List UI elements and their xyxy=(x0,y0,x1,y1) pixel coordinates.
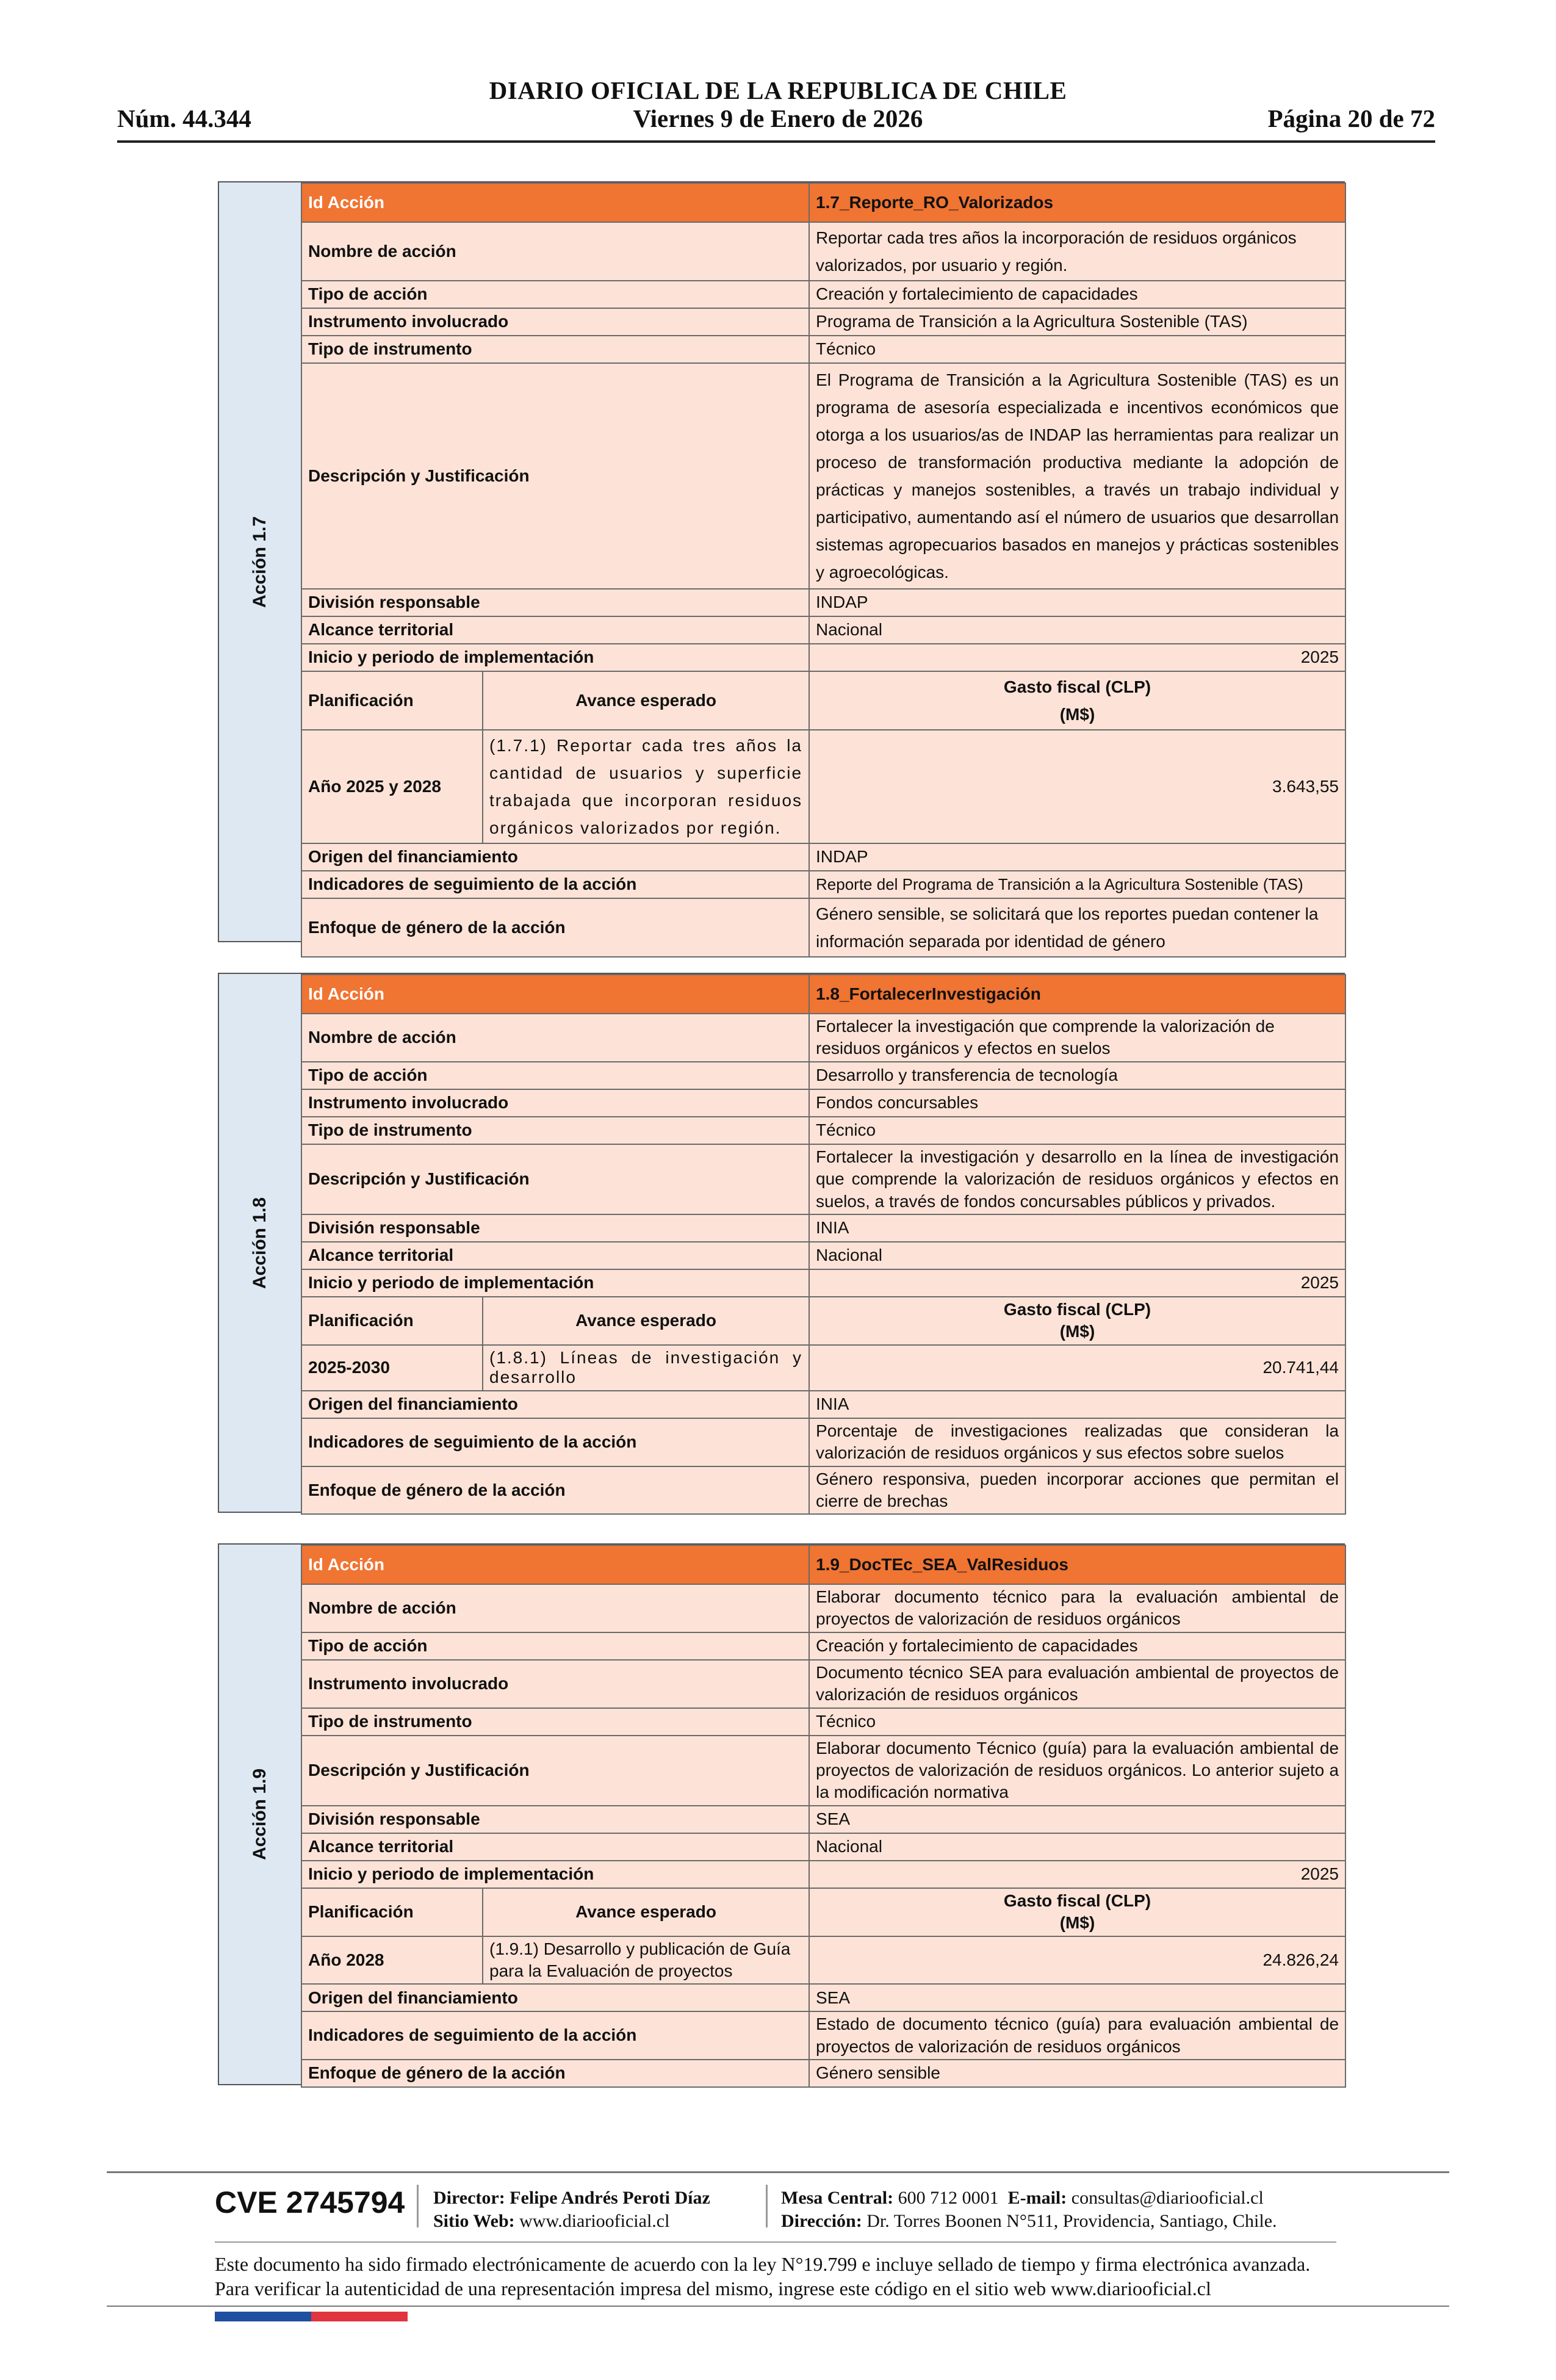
descripcion-label: Descripción y Justificación xyxy=(301,1144,809,1214)
inicio-label: Inicio y periodo de implementación xyxy=(301,644,809,671)
newspaper-title: DIARIO OFICIAL DE LA REPUBLICA DE CHILE xyxy=(489,76,1067,104)
action-sidebar-label: Acción 1.7 xyxy=(250,516,270,608)
tipo-accion-label: Tipo de acción xyxy=(301,281,809,308)
indicadores-label: Indicadores de seguimiento de la acción xyxy=(301,871,809,898)
action-sidebar xyxy=(219,182,302,941)
nombre-label: Nombre de acción xyxy=(301,222,809,281)
planificacion-label: Planificación xyxy=(301,1888,483,1936)
division-value: INIA xyxy=(809,1214,1345,1242)
table-row xyxy=(301,730,1345,843)
table-row xyxy=(301,1736,1345,1806)
enfoque-label: Enfoque de género de la acción xyxy=(301,1466,809,1515)
gasto-header xyxy=(809,671,1345,730)
alcance-value: Nacional xyxy=(809,1242,1345,1269)
footer-divider xyxy=(215,2241,1336,2243)
instrumento-label: Instrumento involucrado xyxy=(301,1089,809,1117)
table-row xyxy=(301,898,1345,957)
tipo-instrumento-value: Técnico xyxy=(809,336,1345,363)
nombre-value: Fortalecer la investigación que comprende la valorización de residuos orgánicos y efectos en suelos xyxy=(809,1014,1345,1062)
enfoque-value: Género sensible, se solicitará que los reportes puedan contener la información separada por identidad de género xyxy=(809,898,1345,957)
tipo-instrumento-value: Técnico xyxy=(809,1117,1345,1144)
table-row xyxy=(301,1269,1345,1297)
action-table xyxy=(301,1545,1346,2088)
id-label: Id Acción xyxy=(301,183,809,222)
footer-director-block xyxy=(433,2187,710,2233)
table-row xyxy=(301,1660,1345,1708)
table-row xyxy=(301,1089,1345,1117)
director-label: Director: xyxy=(433,2188,505,2208)
division-label: División responsable xyxy=(301,589,809,616)
division-value: SEA xyxy=(809,1806,1345,1833)
descripcion-value: Fortalecer la investigación y desarrollo en la línea de investigación que comprende la valorización de residuos orgánicos y efectos en suelos, a través de fondos concursables públicos y privados. xyxy=(809,1144,1345,1214)
tipo-accion-value: Creación y fortalecimiento de capacidades xyxy=(809,1632,1345,1660)
director-name: Felipe Andrés Peroti Díaz xyxy=(510,2188,710,2208)
email-link[interactable]: consultas@diariooficial.cl xyxy=(1071,2188,1264,2208)
plan-periodo: Año 2025 y 2028 xyxy=(301,730,483,843)
avance-label: Avance esperado xyxy=(483,1297,809,1345)
instrumento-value: Programa de Transición a la Agricultura Sostenible (TAS) xyxy=(809,308,1345,336)
enfoque-value: Género responsiva, pueden incorporar acciones que permitan el cierre de brechas xyxy=(809,1466,1345,1515)
cve-code: CVE 2745794 xyxy=(215,2185,405,2220)
alcance-value: Nacional xyxy=(809,1833,1345,1861)
table-row xyxy=(301,281,1345,308)
enfoque-value: Género sensible xyxy=(809,2060,1345,2087)
plan-periodo: Año 2028 xyxy=(301,1936,483,1985)
descripcion-label: Descripción y Justificación xyxy=(301,363,809,589)
id-value: 1.8_FortalecerInvestigación xyxy=(809,975,1345,1014)
web-label: Sitio Web: xyxy=(433,2211,515,2231)
table-row xyxy=(301,616,1345,644)
gasto-value: 20.741,44 xyxy=(809,1345,1345,1391)
nombre-label: Nombre de acción xyxy=(301,1584,809,1632)
table-row xyxy=(301,1345,1345,1391)
table-row xyxy=(301,222,1345,281)
descripcion-value: Elaborar documento Técnico (guía) para la evaluación ambiental de proyectos de valorización de residuos orgánicos. Lo anterior sujeto a la modificación normativa xyxy=(809,1736,1345,1806)
id-label: Id Acción xyxy=(301,1545,809,1584)
avance-label: Avance esperado xyxy=(483,1888,809,1936)
alcance-value: Nacional xyxy=(809,616,1345,644)
action-sidebar xyxy=(219,1545,302,2084)
table-row xyxy=(301,1833,1345,1861)
footer-separator xyxy=(417,2185,419,2227)
table-row xyxy=(301,589,1345,616)
inicio-value: 2025 xyxy=(809,1861,1345,1888)
inicio-value: 2025 xyxy=(809,644,1345,671)
gasto-unit: (M$) xyxy=(1059,1322,1095,1341)
division-label: División responsable xyxy=(301,1214,809,1242)
table-row xyxy=(301,1632,1345,1660)
planificacion-label: Planificación xyxy=(301,671,483,730)
indicadores-label: Indicadores de seguimiento de la acción xyxy=(301,2011,809,2060)
table-row xyxy=(301,308,1345,336)
instrumento-label: Instrumento involucrado xyxy=(301,308,809,336)
table-row xyxy=(301,183,1345,222)
inicio-label: Inicio y periodo de implementación xyxy=(301,1861,809,1888)
origen-value: INDAP xyxy=(809,843,1345,871)
id-value: 1.7_Reporte_RO_Valorizados xyxy=(809,183,1345,222)
gasto-value: 3.643,55 xyxy=(809,730,1345,843)
gasto-header xyxy=(809,1888,1345,1936)
action-table xyxy=(301,974,1346,1515)
action-block-1-9 xyxy=(218,1543,1345,2085)
alcance-label: Alcance territorial xyxy=(301,616,809,644)
id-value: 1.9_DocTEc_SEA_ValResiduos xyxy=(809,1545,1345,1584)
gasto-header xyxy=(809,1297,1345,1345)
instrumento-value: Fondos concursables xyxy=(809,1089,1345,1117)
indicadores-label: Indicadores de seguimiento de la acción xyxy=(301,1418,809,1466)
plan-periodo: 2025-2030 xyxy=(301,1345,483,1391)
instrumento-value: Documento técnico SEA para evaluación ambiental de proyectos de valorización de residuos orgánicos xyxy=(809,1660,1345,1708)
table-row xyxy=(301,644,1345,671)
table-row xyxy=(301,1014,1345,1062)
flag-stripe-red xyxy=(311,2312,408,2321)
descripcion-value: El Programa de Transición a la Agricultura Sostenible (TAS) es un programa de asesoría especializada e incentivos económicos que otorga a los usuarios/as de INDAP las herramientas para realizar un proceso de transformación productiva mediante la adopción de prácticas y manejos sostenibles, a través un trabajo individual y participativo, aumentando así el número de usuarios que desarrollan sistemas agropecuarios basados en manejos y prácticas sostenibles y agroecológicas. xyxy=(809,363,1345,589)
table-row xyxy=(301,671,1345,730)
origen-label: Origen del financiamiento xyxy=(301,1984,809,2011)
mesa-label: Mesa Central: xyxy=(781,2188,894,2208)
id-label: Id Acción xyxy=(301,975,809,1014)
action-sidebar xyxy=(219,974,302,1512)
nombre-value: Elaborar documento técnico para la evaluación ambiental de proyectos de valorización de residuos orgánicos xyxy=(809,1584,1345,1632)
nombre-label: Nombre de acción xyxy=(301,1014,809,1062)
division-value: INDAP xyxy=(809,589,1345,616)
enfoque-label: Enfoque de género de la acción xyxy=(301,898,809,957)
tipo-instrumento-label: Tipo de instrumento xyxy=(301,1117,809,1144)
gasto-unit: (M$) xyxy=(1059,705,1095,724)
table-row xyxy=(301,843,1345,871)
origen-value: SEA xyxy=(809,1984,1345,2011)
table-row xyxy=(301,2060,1345,2087)
page-number: Página 20 de 72 xyxy=(1267,104,1435,132)
table-row xyxy=(301,336,1345,363)
table-row xyxy=(301,1297,1345,1345)
action-table xyxy=(301,182,1346,957)
mesa-phone: 600 712 0001 xyxy=(898,2188,999,2208)
tipo-instrumento-label: Tipo de instrumento xyxy=(301,336,809,363)
header-divider xyxy=(117,140,1435,143)
enfoque-label: Enfoque de género de la acción xyxy=(301,2060,809,2087)
action-sidebar-label: Acción 1.8 xyxy=(250,1197,270,1289)
table-row xyxy=(301,1117,1345,1144)
indicadores-value: Estado de documento técnico (guía) para evaluación ambiental de proyectos de valorización de residuos orgánicos xyxy=(809,2011,1345,2060)
table-row xyxy=(301,1888,1345,1936)
table-row xyxy=(301,1391,1345,1418)
table-row xyxy=(301,1861,1345,1888)
alcance-label: Alcance territorial xyxy=(301,1833,809,1861)
action-block-1-7 xyxy=(218,181,1345,951)
table-row xyxy=(301,1584,1345,1632)
footer-contact-block xyxy=(781,2187,1277,2233)
indicadores-value: Reporte del Programa de Transición a la Agricultura Sostenible (TAS) xyxy=(809,871,1345,898)
table-row xyxy=(301,871,1345,898)
tipo-accion-label: Tipo de acción xyxy=(301,1632,809,1660)
table-row xyxy=(301,1708,1345,1736)
table-row xyxy=(301,1936,1345,1985)
direccion-label: Dirección: xyxy=(781,2211,862,2231)
table-row xyxy=(301,363,1345,589)
planificacion-label: Planificación xyxy=(301,1297,483,1345)
table-row xyxy=(301,1466,1345,1515)
descripcion-label: Descripción y Justificación xyxy=(301,1736,809,1806)
table-row xyxy=(301,1806,1345,1833)
table-row xyxy=(301,1984,1345,2011)
footer-separator xyxy=(766,2185,768,2227)
action-block-1-8 xyxy=(218,973,1345,1513)
tipo-accion-value: Creación y fortalecimiento de capacidades xyxy=(809,281,1345,308)
avance-value: (1.9.1) Desarrollo y publicación de Guía para la Evaluación de proyectos xyxy=(483,1936,809,1985)
flag-stripe-blue xyxy=(215,2312,311,2321)
gasto-unit: (M$) xyxy=(1059,1913,1095,1933)
gasto-label: Gasto fiscal (CLP) xyxy=(1003,1891,1151,1910)
avance-value: (1.8.1) Líneas de investigación y desarrollo xyxy=(483,1345,809,1391)
issue-date: Viernes 9 de Enero de 2026 xyxy=(633,104,923,132)
table-row xyxy=(301,1418,1345,1466)
division-label: División responsable xyxy=(301,1806,809,1833)
avance-label: Avance esperado xyxy=(483,671,809,730)
inicio-label: Inicio y periodo de implementación xyxy=(301,1269,809,1297)
origen-value: INIA xyxy=(809,1391,1345,1418)
origen-label: Origen del financiamiento xyxy=(301,843,809,871)
table-row xyxy=(301,2011,1345,2060)
table-row xyxy=(301,1545,1345,1584)
table-row xyxy=(301,1144,1345,1214)
gasto-value: 24.826,24 xyxy=(809,1936,1345,1985)
table-row xyxy=(301,975,1345,1014)
tipo-accion-value: Desarrollo y transferencia de tecnología xyxy=(809,1062,1345,1089)
footer-divider xyxy=(107,2171,1449,2173)
tipo-instrumento-label: Tipo de instrumento xyxy=(301,1708,809,1736)
tipo-instrumento-value: Técnico xyxy=(809,1708,1345,1736)
inicio-value: 2025 xyxy=(809,1269,1345,1297)
gasto-label: Gasto fiscal (CLP) xyxy=(1003,1299,1151,1319)
gasto-label: Gasto fiscal (CLP) xyxy=(1003,677,1151,696)
table-row xyxy=(301,1062,1345,1089)
direccion-value: Dr. Torres Boonen N°511, Providencia, Santiago, Chile. xyxy=(866,2211,1277,2231)
legal-notice: Este documento ha sido firmado electrónicamente de acuerdo con la ley N°19.799 e incluye sellado de tiempo y firma electrónica avanzada. Para verificar la autenticidad de una representación impresa del mismo, ingrese este código en el sitio web www.diariooficial.cl xyxy=(215,2253,1311,2299)
web-link[interactable]: www.diariooficial.cl xyxy=(519,2211,670,2231)
indicadores-value: Porcentaje de investigaciones realizadas que consideran la valorización de residuos orgánicos y sus efectos sobre suelos xyxy=(809,1418,1345,1466)
email-label: E-mail: xyxy=(1007,2188,1067,2208)
instrumento-label: Instrumento involucrado xyxy=(301,1660,809,1708)
avance-value: (1.7.1) Reportar cada tres años la cantidad de usuarios y superficie trabajada que incorporan residuos orgánicos valorizados por región. xyxy=(483,730,809,843)
nombre-value: Reportar cada tres años la incorporación de residuos orgánicos valorizados, por usuario y región. xyxy=(809,222,1345,281)
table-row xyxy=(301,1242,1345,1269)
table-row xyxy=(301,1214,1345,1242)
tipo-accion-label: Tipo de acción xyxy=(301,1062,809,1089)
alcance-label: Alcance territorial xyxy=(301,1242,809,1269)
action-sidebar-label: Acción 1.9 xyxy=(250,1768,270,1861)
issue-number: Núm. 44.344 xyxy=(117,104,251,132)
origen-label: Origen del financiamiento xyxy=(301,1391,809,1418)
footer-divider xyxy=(107,2306,1449,2307)
